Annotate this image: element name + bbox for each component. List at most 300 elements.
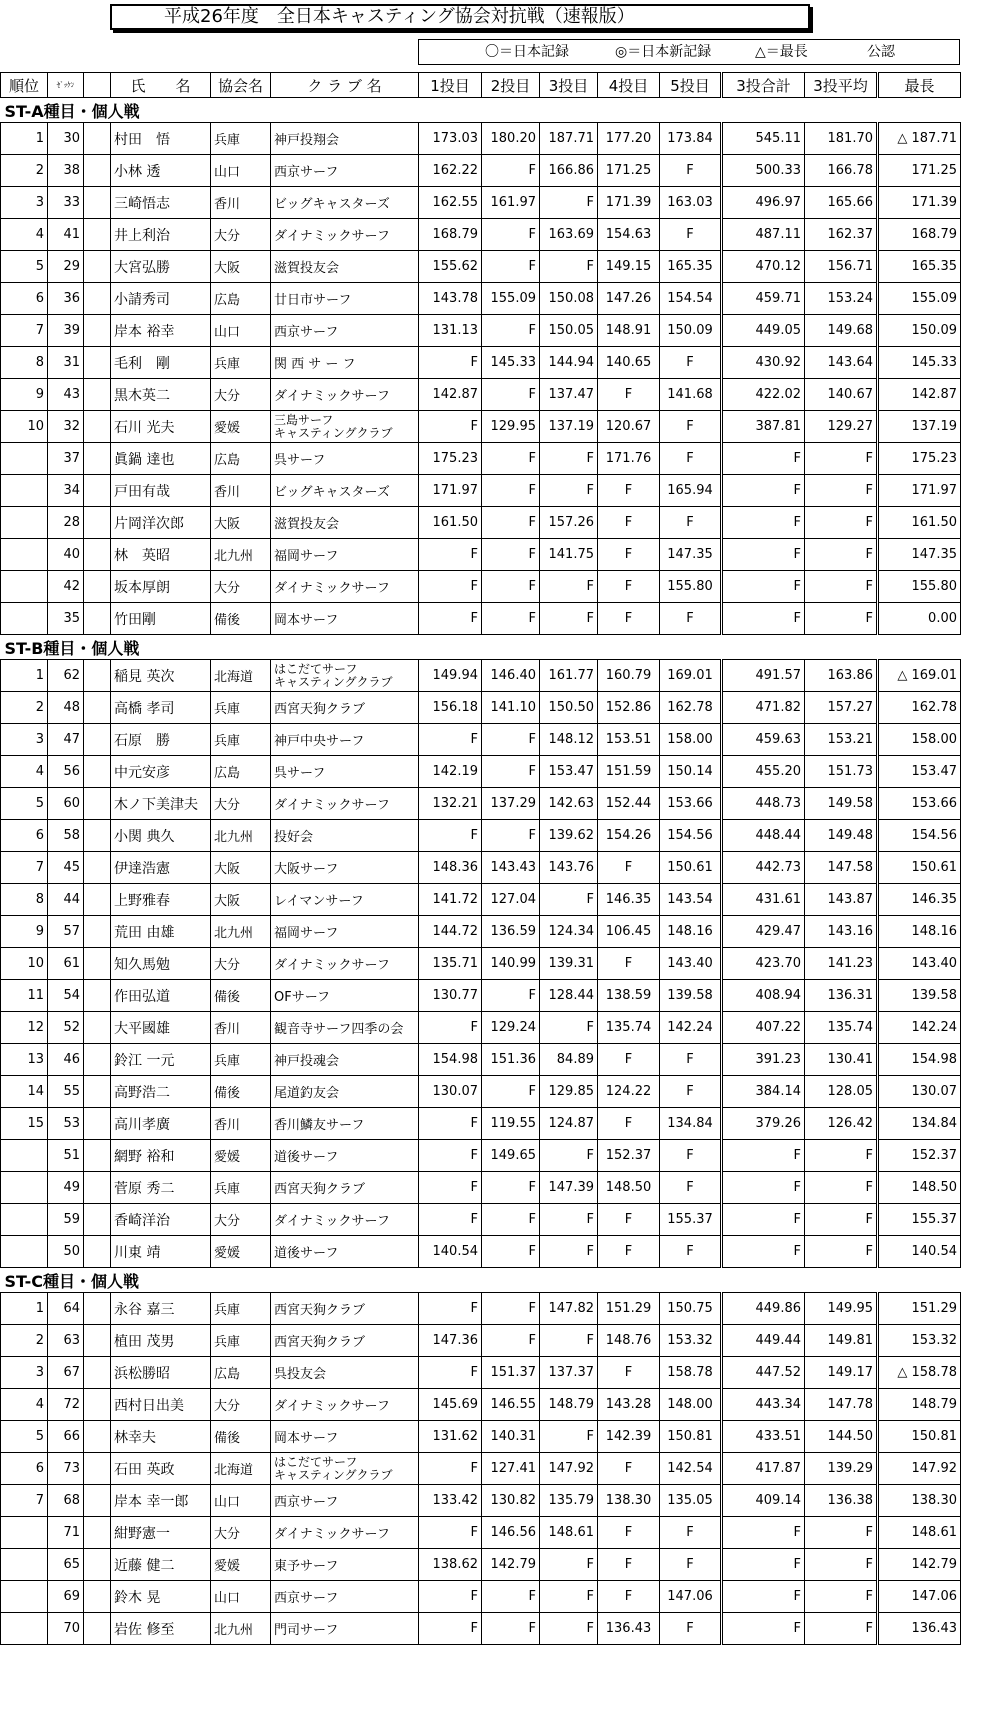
cast4-cell: F	[598, 1581, 660, 1613]
name-cell: 岸本 裕幸	[111, 315, 211, 347]
name-cell: 木ノ下美津夫	[111, 788, 211, 820]
bib-cell: 67	[48, 1357, 84, 1389]
assoc-cell: 大分	[211, 571, 271, 603]
cast1-cell: 130.77	[419, 980, 482, 1012]
name-cell: 永谷 嘉三	[111, 1293, 211, 1325]
bib-cell: 33	[48, 187, 84, 219]
name-cell: 石原 勝	[111, 724, 211, 756]
avg-cell: 147.58	[805, 852, 878, 884]
name-cell: 戸田有哉	[111, 475, 211, 507]
gap-cell	[84, 724, 111, 756]
cast4-cell: 171.76	[598, 443, 660, 475]
longest-cell: 140.54	[878, 1236, 961, 1268]
table-row	[1, 507, 961, 539]
gap-cell	[84, 756, 111, 788]
club-cell: 廿日市サーフ	[271, 283, 419, 315]
cast3-cell: 129.85	[540, 1076, 598, 1108]
club-cell: 呉サーフ	[271, 443, 419, 475]
cast1-cell: 171.97	[419, 475, 482, 507]
name-cell: 伊達浩憲	[111, 852, 211, 884]
total-cell: F	[722, 1204, 805, 1236]
assoc-cell: 広島	[211, 756, 271, 788]
longest-cell: 148.79	[878, 1389, 961, 1421]
cast5-cell: 139.58	[660, 980, 722, 1012]
club-cell: 呉投友会	[271, 1357, 419, 1389]
gap-cell	[84, 1325, 111, 1357]
longest-cell: 150.61	[878, 852, 961, 884]
gap-cell	[84, 251, 111, 283]
cast4-cell: 138.59	[598, 980, 660, 1012]
longest-cell: 146.35	[878, 884, 961, 916]
cast4-cell: 149.15	[598, 251, 660, 283]
cast1-cell: F	[419, 1140, 482, 1172]
cast3-cell: F	[540, 1613, 598, 1645]
avg-cell: 143.64	[805, 347, 878, 379]
cast2-cell: F	[482, 603, 540, 635]
cast4-cell: F	[598, 475, 660, 507]
cast1-cell: 161.50	[419, 507, 482, 539]
header-row	[1, 73, 961, 98]
avg-cell: F	[805, 1172, 878, 1204]
rank-cell	[1, 1581, 48, 1613]
name-cell: 紺野憲一	[111, 1517, 211, 1549]
avg-cell: 143.16	[805, 916, 878, 948]
cast3-cell: 137.37	[540, 1357, 598, 1389]
total-cell: 433.51	[722, 1421, 805, 1453]
cast2-cell: F	[482, 1581, 540, 1613]
avg-cell: 163.86	[805, 660, 878, 692]
bib-cell: 73	[48, 1453, 84, 1485]
legend-official: 公認	[867, 44, 895, 60]
cast1-cell: 154.98	[419, 1044, 482, 1076]
assoc-cell: 兵庫	[211, 1293, 271, 1325]
section-title: ST-B種目・個人戦	[1, 635, 961, 660]
cast4-cell: F	[598, 571, 660, 603]
longest-cell: 165.35	[878, 251, 961, 283]
cast3-cell: 161.77	[540, 660, 598, 692]
avg-cell: 153.21	[805, 724, 878, 756]
header-avg: 3投平均	[805, 73, 878, 98]
cast4-cell: 140.65	[598, 347, 660, 379]
cast3-cell: 187.71	[540, 123, 598, 155]
assoc-cell: 香川	[211, 475, 271, 507]
avg-cell: 149.95	[805, 1293, 878, 1325]
cast5-cell: 148.16	[660, 916, 722, 948]
cast5-cell: F	[660, 1236, 722, 1268]
club-line2: キャスティングクラブ	[274, 674, 393, 689]
cast5-cell: 165.94	[660, 475, 722, 507]
table-row	[1, 756, 961, 788]
cast5-cell: 153.32	[660, 1325, 722, 1357]
bib-cell: 37	[48, 443, 84, 475]
club-cell: 西京サーフ	[271, 1581, 419, 1613]
cast3-cell: F	[540, 1204, 598, 1236]
avg-cell: F	[805, 1204, 878, 1236]
total-cell: 470.12	[722, 251, 805, 283]
legend-record: 〇＝日本記録	[485, 44, 569, 60]
rank-cell	[1, 1517, 48, 1549]
cast3-cell: 143.76	[540, 852, 598, 884]
club-cell: 福岡サーフ	[271, 539, 419, 571]
total-cell: 447.52	[722, 1357, 805, 1389]
assoc-cell: 大分	[211, 1389, 271, 1421]
bib-cell: 36	[48, 283, 84, 315]
cast3-cell: F	[540, 1421, 598, 1453]
table-row	[1, 1613, 961, 1645]
table-row	[1, 1421, 961, 1453]
club-cell: 呉サーフ	[271, 756, 419, 788]
name-cell: 浜松勝昭	[111, 1357, 211, 1389]
longest-cell: 147.92	[878, 1453, 961, 1485]
longest-cell: 148.61	[878, 1517, 961, 1549]
club-cell: 西宮天狗クラブ	[271, 1172, 419, 1204]
cast1-cell: F	[419, 1357, 482, 1389]
cast5-cell: F	[660, 347, 722, 379]
assoc-cell: 兵庫	[211, 1172, 271, 1204]
assoc-cell: 山口	[211, 1485, 271, 1517]
club-cell: ダイナミックサーフ	[271, 1389, 419, 1421]
gap-cell	[84, 1485, 111, 1517]
cast2-cell: 146.55	[482, 1389, 540, 1421]
rank-cell: 1	[1, 660, 48, 692]
club-cell: ビッグキャスターズ	[271, 475, 419, 507]
longest-cell: 175.23	[878, 443, 961, 475]
bib-cell: 61	[48, 948, 84, 980]
legend-new-record: ◎＝日本新記録	[615, 44, 712, 60]
gap-cell	[84, 1044, 111, 1076]
name-cell: 小関 典久	[111, 820, 211, 852]
cast1-cell: 133.42	[419, 1485, 482, 1517]
cast5-cell: 143.40	[660, 948, 722, 980]
rank-cell: 8	[1, 347, 48, 379]
table-row	[1, 1172, 961, 1204]
page-title-text: 平成26年度 全日本キャスティング協会対抗戦（速報版）	[164, 6, 635, 27]
longest-cell: 155.09	[878, 283, 961, 315]
cast3-cell: 128.44	[540, 980, 598, 1012]
cast3-cell: F	[540, 187, 598, 219]
club-cell: ダイナミックサーフ	[271, 571, 419, 603]
rank-cell: 5	[1, 1421, 48, 1453]
cast2-cell: 129.95	[482, 411, 540, 443]
rank-cell: 11	[1, 980, 48, 1012]
longest-cell: 147.06	[878, 1581, 961, 1613]
cast4-cell: F	[598, 1108, 660, 1140]
gap-cell	[84, 820, 111, 852]
cast5-cell: 158.78	[660, 1357, 722, 1389]
club-cell: 西京サーフ	[271, 1485, 419, 1517]
rank-cell: 10	[1, 948, 48, 980]
bib-cell: 48	[48, 692, 84, 724]
cast5-cell: F	[660, 411, 722, 443]
name-cell: 近藤 健二	[111, 1549, 211, 1581]
longest-cell: 134.84	[878, 1108, 961, 1140]
name-cell: 三崎悟志	[111, 187, 211, 219]
rank-cell: 6	[1, 283, 48, 315]
name-cell: 岸本 幸一郎	[111, 1485, 211, 1517]
bib-cell: 46	[48, 1044, 84, 1076]
club-cell: 大阪サーフ	[271, 852, 419, 884]
cast2-cell: F	[482, 980, 540, 1012]
results-table	[0, 72, 961, 1645]
bib-cell: 44	[48, 884, 84, 916]
rank-cell: 5	[1, 251, 48, 283]
cast3-cell: F	[540, 1325, 598, 1357]
cast1-cell: 131.13	[419, 315, 482, 347]
cast2-cell: F	[482, 315, 540, 347]
cast4-cell: 152.86	[598, 692, 660, 724]
cast5-cell: F	[660, 1172, 722, 1204]
assoc-cell: 北九州	[211, 820, 271, 852]
name-cell: 小請秀司	[111, 283, 211, 315]
table-row	[1, 1012, 961, 1044]
assoc-cell: 山口	[211, 315, 271, 347]
longest-cell: 150.09	[878, 315, 961, 347]
cast1-cell: 143.78	[419, 283, 482, 315]
rank-cell: 3	[1, 724, 48, 756]
table-row	[1, 1357, 961, 1389]
avg-cell: 149.81	[805, 1325, 878, 1357]
cast3-cell: 139.62	[540, 820, 598, 852]
cast5-cell: 150.09	[660, 315, 722, 347]
table-row	[1, 820, 961, 852]
cast2-cell: F	[482, 251, 540, 283]
table-row	[1, 1293, 961, 1325]
total-cell: 449.86	[722, 1293, 805, 1325]
table-row	[1, 788, 961, 820]
gap-cell	[84, 1204, 111, 1236]
cast4-cell: F	[598, 603, 660, 635]
assoc-cell: 備後	[211, 980, 271, 1012]
longest-cell: 130.07	[878, 1076, 961, 1108]
cast4-cell: 154.63	[598, 219, 660, 251]
rank-cell: 15	[1, 1108, 48, 1140]
avg-cell: 136.31	[805, 980, 878, 1012]
cast4-cell: 151.29	[598, 1293, 660, 1325]
bib-cell: 30	[48, 123, 84, 155]
cast5-cell: F	[660, 1549, 722, 1581]
cast1-cell: 142.87	[419, 379, 482, 411]
total-cell: F	[722, 1172, 805, 1204]
bib-cell: 53	[48, 1108, 84, 1140]
results-body	[1, 98, 961, 1645]
cast4-cell: 143.28	[598, 1389, 660, 1421]
longest-cell: 153.47	[878, 756, 961, 788]
cast2-cell: F	[482, 1613, 540, 1645]
bib-cell: 45	[48, 852, 84, 884]
club-cell: 尾道釣友会	[271, 1076, 419, 1108]
rank-cell	[1, 571, 48, 603]
cast2-cell: 151.36	[482, 1044, 540, 1076]
cast2-cell: F	[482, 571, 540, 603]
assoc-cell: 大阪	[211, 251, 271, 283]
table-row	[1, 1453, 961, 1485]
name-cell: 毛利 剛	[111, 347, 211, 379]
gap-cell	[84, 347, 111, 379]
cast5-cell: F	[660, 603, 722, 635]
cast3-cell: 157.26	[540, 507, 598, 539]
cast3-cell: 150.50	[540, 692, 598, 724]
header-cast1: 1投目	[419, 73, 482, 98]
table-row	[1, 1517, 961, 1549]
cast5-cell: 169.01	[660, 660, 722, 692]
cast4-cell: 148.76	[598, 1325, 660, 1357]
total-cell: 409.14	[722, 1485, 805, 1517]
header-cast4: 4投目	[598, 73, 660, 98]
gap-cell	[84, 1453, 111, 1485]
cast3-cell: F	[540, 443, 598, 475]
cast4-cell: 138.30	[598, 1485, 660, 1517]
table-row	[1, 571, 961, 603]
cast5-cell: F	[660, 1140, 722, 1172]
gap-cell	[84, 443, 111, 475]
table-row	[1, 916, 961, 948]
name-cell: 知久馬勉	[111, 948, 211, 980]
header-cast5: 5投目	[660, 73, 722, 98]
table-row	[1, 123, 961, 155]
total-cell: 496.97	[722, 187, 805, 219]
cast4-cell: F	[598, 1517, 660, 1549]
cast1-cell: F	[419, 1172, 482, 1204]
cast2-cell: F	[482, 724, 540, 756]
rank-cell	[1, 539, 48, 571]
name-cell: 高川孝廣	[111, 1108, 211, 1140]
cast1-cell: F	[419, 603, 482, 635]
table-row	[1, 1236, 961, 1268]
bib-cell: 55	[48, 1076, 84, 1108]
header-total: 3投合計	[722, 73, 805, 98]
assoc-cell: 香川	[211, 1108, 271, 1140]
bib-cell: 28	[48, 507, 84, 539]
cast2-cell: 146.40	[482, 660, 540, 692]
cast3-cell: F	[540, 475, 598, 507]
name-cell: 林 英昭	[111, 539, 211, 571]
bib-cell: 62	[48, 660, 84, 692]
table-row	[1, 379, 961, 411]
name-cell: 大平國雄	[111, 1012, 211, 1044]
section-header-row	[1, 635, 961, 660]
name-cell: 高橋 孝司	[111, 692, 211, 724]
cast5-cell: 173.84	[660, 123, 722, 155]
gap-cell	[84, 1517, 111, 1549]
bib-cell: 63	[48, 1325, 84, 1357]
rank-cell: 4	[1, 756, 48, 788]
cast3-cell: 141.75	[540, 539, 598, 571]
cast3-cell: 147.82	[540, 1293, 598, 1325]
table-row	[1, 347, 961, 379]
club-line1: はこだてサーフ	[274, 661, 358, 676]
cast5-cell: 147.06	[660, 1581, 722, 1613]
table-row	[1, 1076, 961, 1108]
section-title: ST-A種目・個人戦	[1, 98, 961, 123]
gap-cell	[84, 283, 111, 315]
total-cell: F	[722, 1517, 805, 1549]
cast1-cell: 173.03	[419, 123, 482, 155]
name-cell: 作田弘道	[111, 980, 211, 1012]
cast5-cell: 155.37	[660, 1204, 722, 1236]
name-cell: 川東 靖	[111, 1236, 211, 1268]
longest-cell: 171.25	[878, 155, 961, 187]
assoc-cell: 大分	[211, 379, 271, 411]
table-row	[1, 884, 961, 916]
cast3-cell: 137.47	[540, 379, 598, 411]
gap-cell	[84, 1357, 111, 1389]
avg-cell: 151.73	[805, 756, 878, 788]
club-cell: 投好会	[271, 820, 419, 852]
bib-cell: 69	[48, 1581, 84, 1613]
name-cell: 上野雅春	[111, 884, 211, 916]
total-cell: F	[722, 475, 805, 507]
table-row	[1, 251, 961, 283]
gap-cell	[84, 571, 111, 603]
cast5-cell: 148.00	[660, 1389, 722, 1421]
bib-cell: 64	[48, 1293, 84, 1325]
cast1-cell: 135.71	[419, 948, 482, 980]
club-cell: 門司サーフ	[271, 1613, 419, 1645]
bib-cell: 71	[48, 1517, 84, 1549]
cast2-cell: 143.43	[482, 852, 540, 884]
cast5-cell: 155.80	[660, 571, 722, 603]
table-row	[1, 1140, 961, 1172]
table-row	[1, 980, 961, 1012]
name-cell: 植田 茂男	[111, 1325, 211, 1357]
cast5-cell: 150.14	[660, 756, 722, 788]
assoc-cell: 大分	[211, 948, 271, 980]
cast2-cell: 142.79	[482, 1549, 540, 1581]
total-cell: 443.34	[722, 1389, 805, 1421]
assoc-cell: 広島	[211, 283, 271, 315]
gap-cell	[84, 692, 111, 724]
cast4-cell: 148.50	[598, 1172, 660, 1204]
table-row	[1, 724, 961, 756]
cast5-cell: F	[660, 443, 722, 475]
cast5-cell: 141.68	[660, 379, 722, 411]
rank-cell: 2	[1, 1325, 48, 1357]
club-line1: はこだてサーフ	[274, 1454, 358, 1469]
cast5-cell: 142.54	[660, 1453, 722, 1485]
total-cell: F	[722, 1613, 805, 1645]
gap-cell	[84, 155, 111, 187]
name-cell: 鈴江 一元	[111, 1044, 211, 1076]
cast1-cell: 168.79	[419, 219, 482, 251]
cast2-cell: 155.09	[482, 283, 540, 315]
total-cell: 407.22	[722, 1012, 805, 1044]
gap-cell	[84, 1172, 111, 1204]
avg-cell: F	[805, 1236, 878, 1268]
cast3-cell: 147.92	[540, 1453, 598, 1485]
cast1-cell: F	[419, 1517, 482, 1549]
gap-cell	[84, 980, 111, 1012]
cast1-cell: 142.19	[419, 756, 482, 788]
cast1-cell: 138.62	[419, 1549, 482, 1581]
header-rank: 順位	[1, 73, 48, 98]
assoc-cell: 大分	[211, 788, 271, 820]
cast5-cell: F	[660, 507, 722, 539]
cast3-cell: F	[540, 251, 598, 283]
total-cell: 442.73	[722, 852, 805, 884]
table-row	[1, 411, 961, 443]
cast4-cell: 154.26	[598, 820, 660, 852]
club-cell: ダイナミックサーフ	[271, 1517, 419, 1549]
cast1-cell: 141.72	[419, 884, 482, 916]
cast1-cell: F	[419, 1204, 482, 1236]
avg-cell: F	[805, 443, 878, 475]
bib-cell: 72	[48, 1389, 84, 1421]
cast1-cell: 147.36	[419, 1325, 482, 1357]
table-row	[1, 539, 961, 571]
cast5-cell: 147.35	[660, 539, 722, 571]
total-cell: 387.81	[722, 411, 805, 443]
cast2-cell: F	[482, 379, 540, 411]
